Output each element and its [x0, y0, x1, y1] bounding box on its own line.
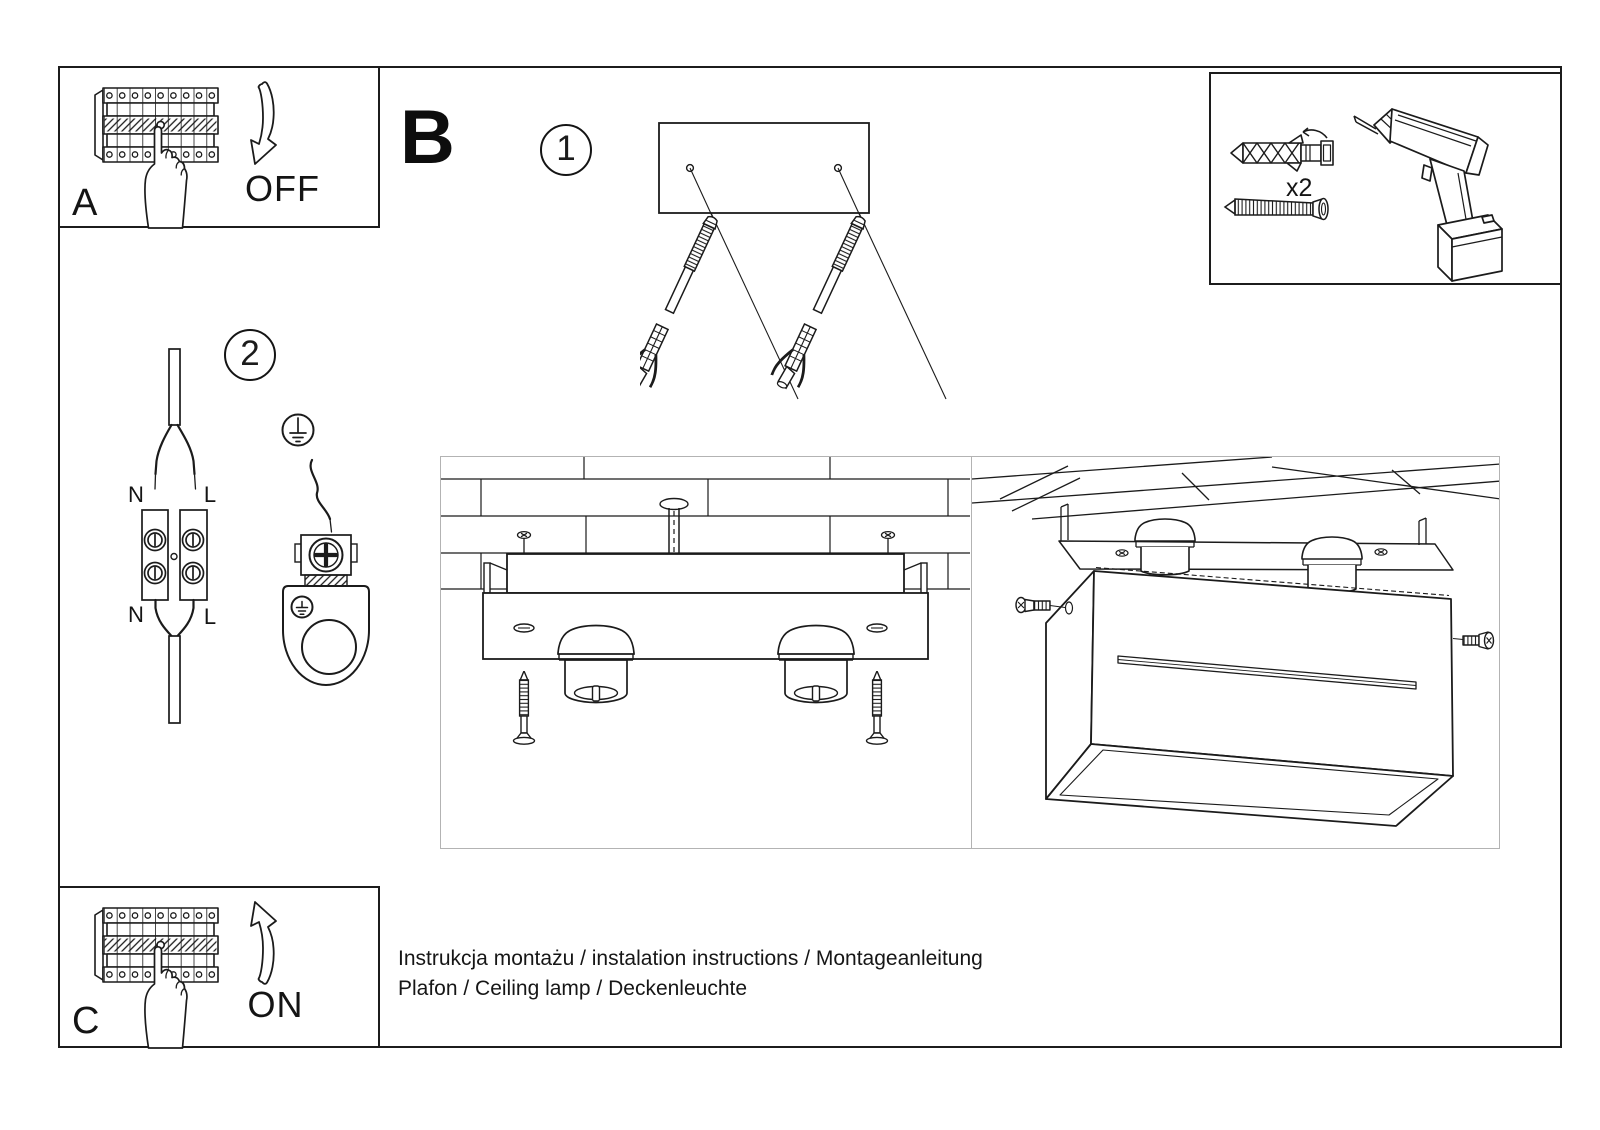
tools-drawing: [1211, 74, 1560, 283]
quantity-label: x2: [1286, 174, 1313, 202]
wiring-step: [115, 330, 385, 730]
wiring-diagram-icon: [115, 330, 385, 730]
supply-cable-icon: [660, 499, 688, 555]
on-label: ON: [247, 984, 304, 1025]
arrow-down-icon: [242, 80, 286, 168]
ground-symbol-icon: [283, 415, 314, 446]
caption-line-2: Plafon / Ceiling lamp / Deckenleuchte: [398, 977, 748, 1000]
lamp-ground-lug-icon: [283, 586, 369, 685]
section-b-letter: B: [400, 95, 455, 180]
circuit-breaker-hand-icon: [92, 82, 224, 230]
panel-c-letter: C: [72, 1000, 100, 1042]
neutral-label-top: N: [128, 482, 144, 507]
live-label-top: L: [203, 482, 217, 507]
circuit-breaker-hand-icon: [92, 902, 224, 1050]
off-label: OFF: [245, 168, 320, 209]
mounting-screw-icon: [514, 671, 535, 744]
caption-line-1: Instrukcja montażu / instalation instructions / Montageanleitung: [398, 947, 983, 970]
side-screw-icon: [1453, 632, 1494, 649]
caption: [398, 944, 983, 1004]
bracket-mounting-icon: [441, 457, 970, 848]
panel-a-power-off: [58, 66, 380, 228]
lamp-shade-box-icon: [1046, 568, 1453, 827]
mounting-bracket-icon: [483, 554, 928, 659]
neutral-label-bottom: N: [128, 602, 144, 627]
drill-icon: [1354, 109, 1502, 281]
step-2-badge: 2: [224, 329, 276, 381]
screw-wall-plug-icon: [640, 211, 727, 394]
panel-a-letter: A: [72, 182, 98, 224]
screw-wall-plug-icon: [769, 211, 875, 394]
wall-plug-icon: [1231, 128, 1333, 171]
panel-c-power-on: [58, 886, 380, 1048]
insert-arrow-icon: [1303, 128, 1327, 138]
step-1-badge: 1: [540, 124, 592, 176]
fixing-screw-icon: [518, 532, 895, 554]
arrow-up-icon: [242, 898, 286, 986]
shade-attachment-icon: [972, 457, 1499, 848]
mounting-plate-screws-icon: [640, 112, 970, 412]
required-tools-box: [1209, 72, 1562, 285]
ground-terminal-icon: [295, 535, 357, 586]
live-label-bottom: L: [203, 604, 217, 629]
mounting-screw-icon: [867, 671, 888, 744]
screw-icon: [1225, 199, 1328, 220]
lamp-socket-icon: [778, 626, 854, 703]
lamp-socket-icon: [558, 626, 634, 703]
